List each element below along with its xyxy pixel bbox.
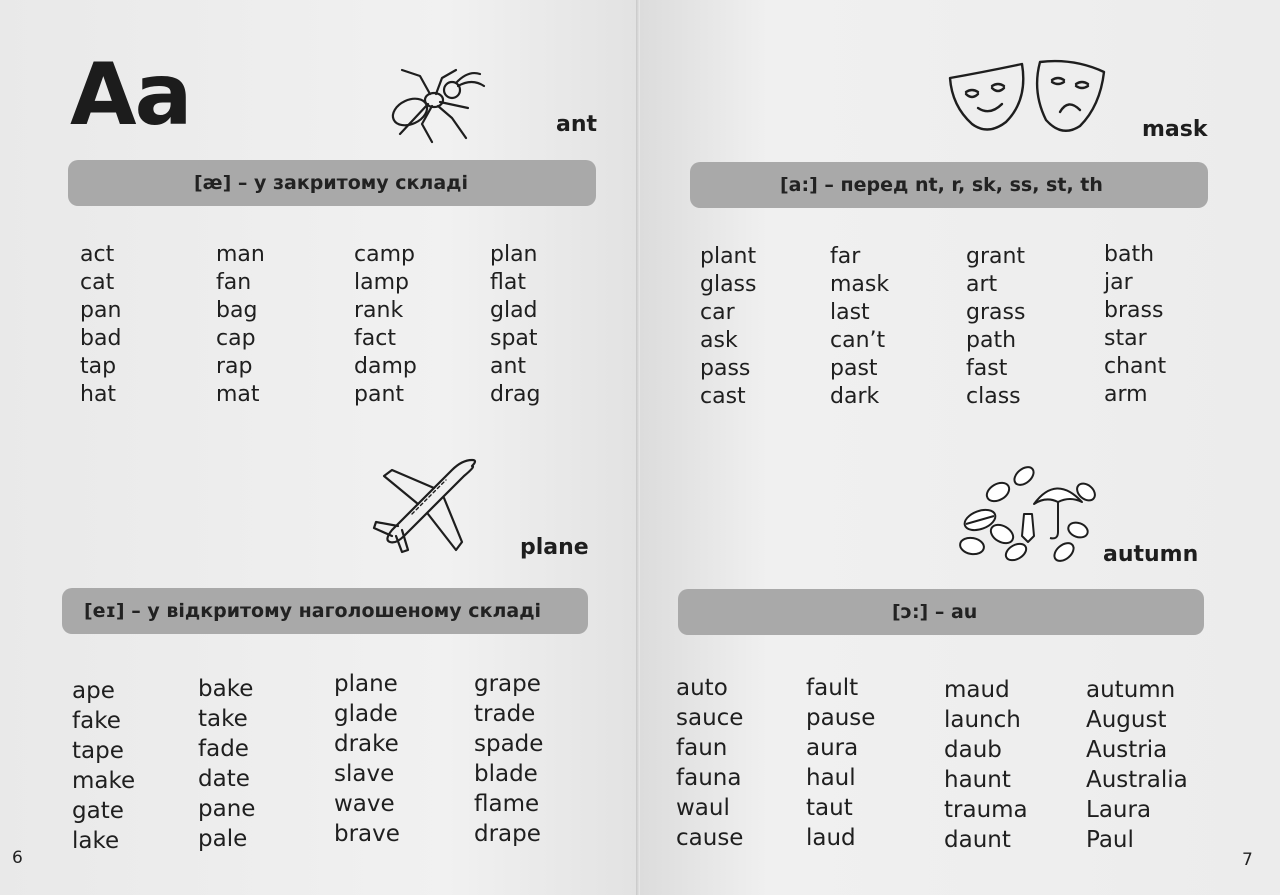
word: path bbox=[966, 328, 1017, 353]
word-column bbox=[700, 243, 756, 411]
word: glade bbox=[334, 701, 398, 727]
word: car bbox=[700, 300, 735, 325]
word: tap bbox=[80, 354, 117, 379]
word: grape bbox=[474, 671, 541, 697]
word-column bbox=[198, 674, 255, 854]
word-column bbox=[830, 243, 889, 411]
autumn-label: autumn bbox=[1103, 542, 1199, 567]
word: plan bbox=[490, 242, 538, 267]
word-column bbox=[354, 241, 417, 409]
word: art bbox=[966, 272, 998, 297]
word: fake bbox=[72, 708, 121, 734]
word: cat bbox=[80, 270, 115, 295]
word-column bbox=[474, 669, 543, 849]
word: cast bbox=[700, 384, 746, 409]
word: haunt bbox=[944, 767, 1011, 793]
word-column bbox=[944, 675, 1028, 855]
word: plane bbox=[334, 671, 398, 697]
word: damp bbox=[354, 354, 417, 379]
section-header-o: [ɔ:] – au bbox=[678, 589, 1204, 635]
word-column bbox=[1104, 241, 1166, 409]
word: fade bbox=[198, 736, 249, 762]
word: lamp bbox=[354, 270, 409, 295]
word: bath bbox=[1104, 242, 1155, 267]
word-column bbox=[806, 673, 875, 853]
word: brass bbox=[1104, 298, 1164, 323]
word: far bbox=[830, 244, 861, 269]
word: ant bbox=[490, 354, 527, 379]
word: chant bbox=[1104, 354, 1167, 379]
plane-label: plane bbox=[520, 535, 589, 560]
word: last bbox=[830, 300, 870, 325]
word: aura bbox=[806, 735, 859, 761]
word-column bbox=[334, 669, 400, 849]
theater-masks-icon bbox=[944, 50, 1114, 140]
word: brave bbox=[334, 821, 400, 847]
section-header-ae: [æ] – у закритому складі bbox=[68, 160, 596, 206]
word: make bbox=[72, 768, 136, 794]
word-column bbox=[490, 241, 540, 409]
word: drag bbox=[490, 382, 541, 407]
word: mask bbox=[830, 272, 890, 297]
word: can’t bbox=[830, 328, 886, 353]
word: trauma bbox=[944, 797, 1028, 823]
page-number-right: 7 bbox=[1242, 850, 1253, 870]
word: glass bbox=[700, 272, 757, 297]
word: past bbox=[830, 356, 878, 381]
word: dark bbox=[830, 384, 880, 409]
word-column bbox=[1086, 675, 1188, 855]
section-header-ei: [eɪ] – у відкритому наголошеному складі bbox=[62, 588, 588, 634]
word: date bbox=[198, 766, 250, 792]
word: flame bbox=[474, 791, 540, 817]
word: pant bbox=[354, 382, 405, 407]
word-column bbox=[80, 241, 121, 409]
word: grant bbox=[966, 244, 1026, 269]
word: class bbox=[966, 384, 1021, 409]
word: spade bbox=[474, 731, 544, 757]
word: ape bbox=[72, 678, 115, 704]
page-number-left: 6 bbox=[12, 848, 23, 868]
word: pale bbox=[198, 826, 248, 852]
word: fauna bbox=[676, 765, 742, 791]
word: cause bbox=[676, 825, 744, 851]
word: taut bbox=[806, 795, 853, 821]
word: hat bbox=[80, 382, 117, 407]
word: haul bbox=[806, 765, 856, 791]
word: glad bbox=[490, 298, 538, 323]
word: fault bbox=[806, 675, 859, 701]
word: pane bbox=[198, 796, 256, 822]
ant-label: ant bbox=[556, 112, 598, 137]
word: mat bbox=[216, 382, 260, 407]
word: wave bbox=[334, 791, 395, 817]
word-column bbox=[676, 673, 743, 853]
word: act bbox=[80, 242, 115, 267]
word: man bbox=[216, 242, 265, 267]
word: fact bbox=[354, 326, 396, 351]
section-header-a: [a:] – перед nt, r, sk, ss, st, th bbox=[690, 162, 1208, 208]
word: sauce bbox=[676, 705, 744, 731]
word: drake bbox=[334, 731, 399, 757]
letter-heading: Aa bbox=[70, 45, 191, 145]
word: ask bbox=[700, 328, 738, 353]
word: autumn bbox=[1086, 677, 1176, 703]
word: bad bbox=[80, 326, 122, 351]
word: plant bbox=[700, 244, 757, 269]
word: fan bbox=[216, 270, 252, 295]
word: laud bbox=[806, 825, 856, 851]
word: auto bbox=[676, 675, 728, 701]
autumn-leaves-umbrella-icon bbox=[958, 462, 1098, 566]
word: rap bbox=[216, 354, 253, 379]
ant-icon bbox=[380, 64, 490, 148]
word-column bbox=[72, 676, 135, 856]
mask-label: mask bbox=[1142, 117, 1208, 142]
word: flat bbox=[490, 270, 526, 295]
word: star bbox=[1104, 326, 1147, 351]
right-page bbox=[640, 0, 1280, 895]
word: spat bbox=[490, 326, 538, 351]
word: camp bbox=[354, 242, 415, 267]
word: Laura bbox=[1086, 797, 1152, 823]
word: Austria bbox=[1086, 737, 1168, 763]
word: Australia bbox=[1086, 767, 1188, 793]
word: gate bbox=[72, 798, 124, 824]
word: launch bbox=[944, 707, 1021, 733]
word: blade bbox=[474, 761, 538, 787]
word: cap bbox=[216, 326, 256, 351]
word: August bbox=[1086, 707, 1167, 733]
word: bag bbox=[216, 298, 258, 323]
word: take bbox=[198, 706, 248, 732]
word: grass bbox=[966, 300, 1026, 325]
word: Paul bbox=[1086, 827, 1134, 853]
word: jar bbox=[1104, 270, 1133, 295]
word-column bbox=[216, 241, 265, 409]
word: lake bbox=[72, 828, 120, 854]
word: rank bbox=[354, 298, 404, 323]
word: pause bbox=[806, 705, 876, 731]
word-column bbox=[966, 243, 1025, 411]
word: daunt bbox=[944, 827, 1011, 853]
word: maud bbox=[944, 677, 1010, 703]
word: bake bbox=[198, 676, 254, 702]
word: arm bbox=[1104, 382, 1148, 407]
word: faun bbox=[676, 735, 728, 761]
plane-icon bbox=[372, 456, 482, 556]
word: slave bbox=[334, 761, 395, 787]
word: pan bbox=[80, 298, 122, 323]
word: drape bbox=[474, 821, 541, 847]
word: daub bbox=[944, 737, 1002, 763]
word: tape bbox=[72, 738, 124, 764]
word: fast bbox=[966, 356, 1008, 381]
word: waul bbox=[676, 795, 730, 821]
word: trade bbox=[474, 701, 536, 727]
word: pass bbox=[700, 356, 751, 381]
